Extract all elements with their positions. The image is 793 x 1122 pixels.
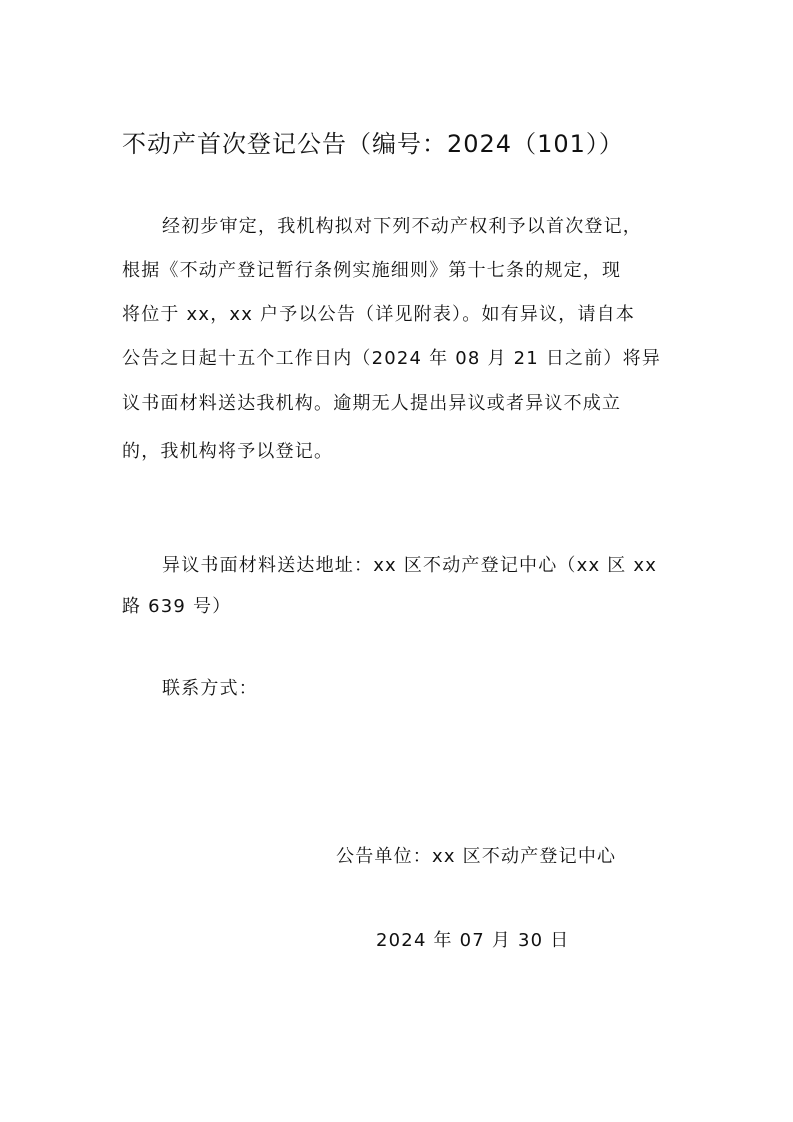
- notice-line: 将位于 xx，xx 户予以公告（详见附表）。如有异议，请自本: [122, 304, 636, 325]
- contact-label: 联系方式：: [162, 678, 258, 699]
- address-line: 异议书面材料送达地址：xx 区不动产登记中心（xx 区 xx: [162, 555, 658, 576]
- notice-line: 经初步审定，我机构拟对下列不动产权利予以首次登记，: [162, 216, 642, 237]
- notice-line: 根据《不动产登记暂行条例实施细则》第十七条的规定，现: [122, 260, 622, 281]
- notice-line: 的，我机构将予以登记。: [122, 441, 334, 462]
- issue-date: 2024 年 07 月 30 日: [376, 930, 570, 951]
- address-line: 路 639 号）: [122, 596, 232, 617]
- notice-line: 公告之日起十五个工作日内（2024 年 08 月 21 日之前）将异: [122, 348, 662, 369]
- notice-line: 议书面材料送达我机构。逾期无人提出异议或者异议不成立: [122, 393, 622, 414]
- document-title: 不动产首次登记公告（编号：2024（101））: [122, 130, 624, 158]
- issuer-signature: 公告单位：xx 区不动产登记中心: [336, 846, 617, 867]
